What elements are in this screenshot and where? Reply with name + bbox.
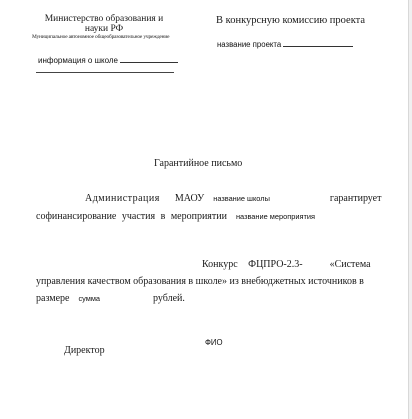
municipality-name: Муниципальное автономное общеобразовательное учреждение bbox=[32, 34, 170, 40]
school-info-label: информация о школе bbox=[38, 56, 118, 65]
commission-addressee: В конкурсную комиссию проекта bbox=[216, 15, 366, 26]
system-text: «Система bbox=[329, 259, 371, 270]
school-info-line bbox=[120, 62, 178, 63]
school-info-field bbox=[38, 56, 178, 65]
director-fio-placeholder: ФИО bbox=[205, 338, 223, 347]
project-name-label: название проекта bbox=[217, 40, 282, 49]
event-name-placeholder: название мероприятия bbox=[235, 212, 315, 221]
maou-word: МАОУ bbox=[174, 193, 205, 204]
project-name-line bbox=[283, 46, 353, 47]
cofinancing-text: софинансирование участия в мероприятии bbox=[36, 211, 227, 222]
size-word: размере bbox=[36, 293, 70, 304]
rubles-word: рублей. bbox=[153, 293, 185, 304]
paragraph-line-3 bbox=[202, 259, 371, 270]
paragraph-line-4: управления качеством образования в школе» из внебюджетных источников в bbox=[36, 276, 364, 287]
school-name-placeholder: название школы bbox=[213, 194, 270, 203]
paragraph-line-1 bbox=[85, 193, 382, 204]
director-label: Директор bbox=[64, 345, 105, 356]
contest-text: Конкурс ФЦПРО-2.3- bbox=[202, 259, 303, 270]
administration-word: Администрация bbox=[85, 193, 160, 204]
ministry-name: Министерство образования и науки РФ bbox=[44, 14, 164, 34]
paragraph-line-2 bbox=[36, 211, 315, 222]
guarantees-word: гарантирует bbox=[329, 193, 382, 204]
letter-title: Гарантийное письмо bbox=[154, 158, 243, 169]
sum-placeholder: сумма bbox=[78, 294, 101, 303]
project-name-field bbox=[217, 40, 353, 49]
school-info-line-2 bbox=[36, 72, 174, 73]
paragraph-line-5 bbox=[36, 293, 185, 304]
